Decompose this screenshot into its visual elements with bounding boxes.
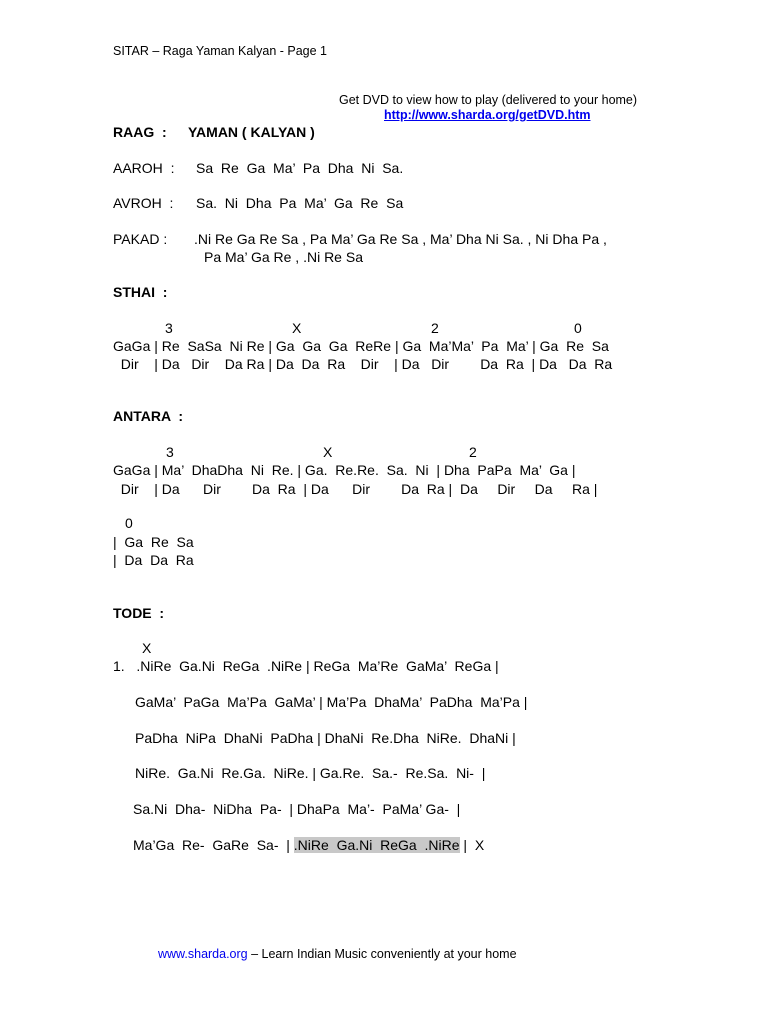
tode-line-4: NiRe. Ga.Ni Re.Ga. NiRe. | Ga.Re. Sa.- Re.Sa. Ni- |	[135, 765, 486, 781]
tode-highlight: .NiRe Ga.Ni ReGa .NiRe	[293, 837, 460, 853]
aaroh-value: Sa Re Ga Ma’ Pa Dha Ni Sa.	[196, 160, 404, 176]
sthai-notes: GaGa | Re SaSa Ni Re | Ga Ga Ga ReRe | Ga Ma’Ma’ Pa Ma’ | Ga Re Sa	[113, 338, 609, 354]
sthai-bols: Dir | Da Dir Da Ra | Da Da Ra Dir | Da Dir Da Ra | Da Da Ra	[113, 356, 613, 372]
pakad-line-2: Pa Ma’ Ga Re , .Ni Re Sa	[204, 249, 363, 265]
antara-notes: GaGa | Ma’ DhaDha Ni Re. | Ga. Re.Re. Sa. Ni | Dha PaPa Ma’ Ga |	[113, 462, 576, 478]
antara-mark-0: 0	[125, 515, 133, 531]
tode-mark-x: X	[142, 640, 152, 656]
sthai-heading: STHAI :	[113, 284, 168, 300]
avroh-label: AVROH :	[113, 195, 174, 211]
sthai-mark-x: X	[292, 320, 302, 336]
tode-line-6-start: Ma’Ga Re- GaRe Sa- |	[133, 837, 294, 853]
raag-value: YAMAN ( KALYAN )	[188, 124, 315, 140]
footer	[158, 947, 517, 961]
raag-label: RAAG :	[113, 124, 167, 140]
tode-line-5: Sa.Ni Dha- NiDha Pa- | DhaPa Ma’- PaMa’ Ga- |	[133, 801, 461, 817]
antara-bols-2: | Da Da Ra	[113, 552, 194, 568]
sthai-mark-2: 2	[431, 320, 439, 336]
footer-text: – Learn Indian Music conveniently at your home	[247, 947, 517, 961]
antara-mark-2: 2	[469, 444, 477, 460]
dvd-link[interactable]: http://www.sharda.org/getDVD.htm	[384, 108, 591, 122]
sthai-mark-0: 0	[574, 320, 582, 336]
avroh-value: Sa. Ni Dha Pa Ma’ Ga Re Sa	[196, 195, 404, 211]
tode-line-2: GaMa’ PaGa Ma’Pa GaMa’ | Ma’Pa DhaMa’ PaDha Ma’Pa |	[135, 694, 528, 710]
aaroh-label: AAROH :	[113, 160, 175, 176]
footer-site-link[interactable]: www.sharda.org	[158, 947, 248, 961]
pakad-line-1: .Ni Re Ga Re Sa , Pa Ma’ Ga Re Sa , Ma’ Dha Ni Sa. , Ni Dha Pa ,	[194, 231, 607, 247]
antara-bols: Dir | Da Dir Da Ra | Da Dir Da Ra | Da Dir Da Ra |	[113, 481, 598, 497]
page-header: SITAR – Raga Yaman Kalyan - Page 1	[113, 44, 328, 58]
sthai-mark-3: 3	[165, 320, 173, 336]
tode-line-3: PaDha NiPa DhaNi PaDha | DhaNi Re.Dha NiRe. DhaNi |	[135, 730, 516, 746]
tode-line-1: 1. .NiRe Ga.Ni ReGa .NiRe | ReGa Ma’Re GaMa’ ReGa |	[113, 658, 499, 674]
antara-mark-x: X	[323, 444, 333, 460]
pakad-label: PAKAD :	[113, 231, 168, 247]
antara-heading: ANTARA :	[113, 408, 183, 424]
tode-line-6	[133, 837, 484, 853]
antara-notes-2: | Ga Re Sa	[113, 534, 194, 550]
tode-heading: TODE :	[113, 605, 165, 621]
antara-mark-3: 3	[166, 444, 174, 460]
tode-line-6-end: | X	[459, 837, 485, 853]
dvd-promo-text: Get DVD to view how to play (delivered to your home)	[339, 93, 638, 107]
